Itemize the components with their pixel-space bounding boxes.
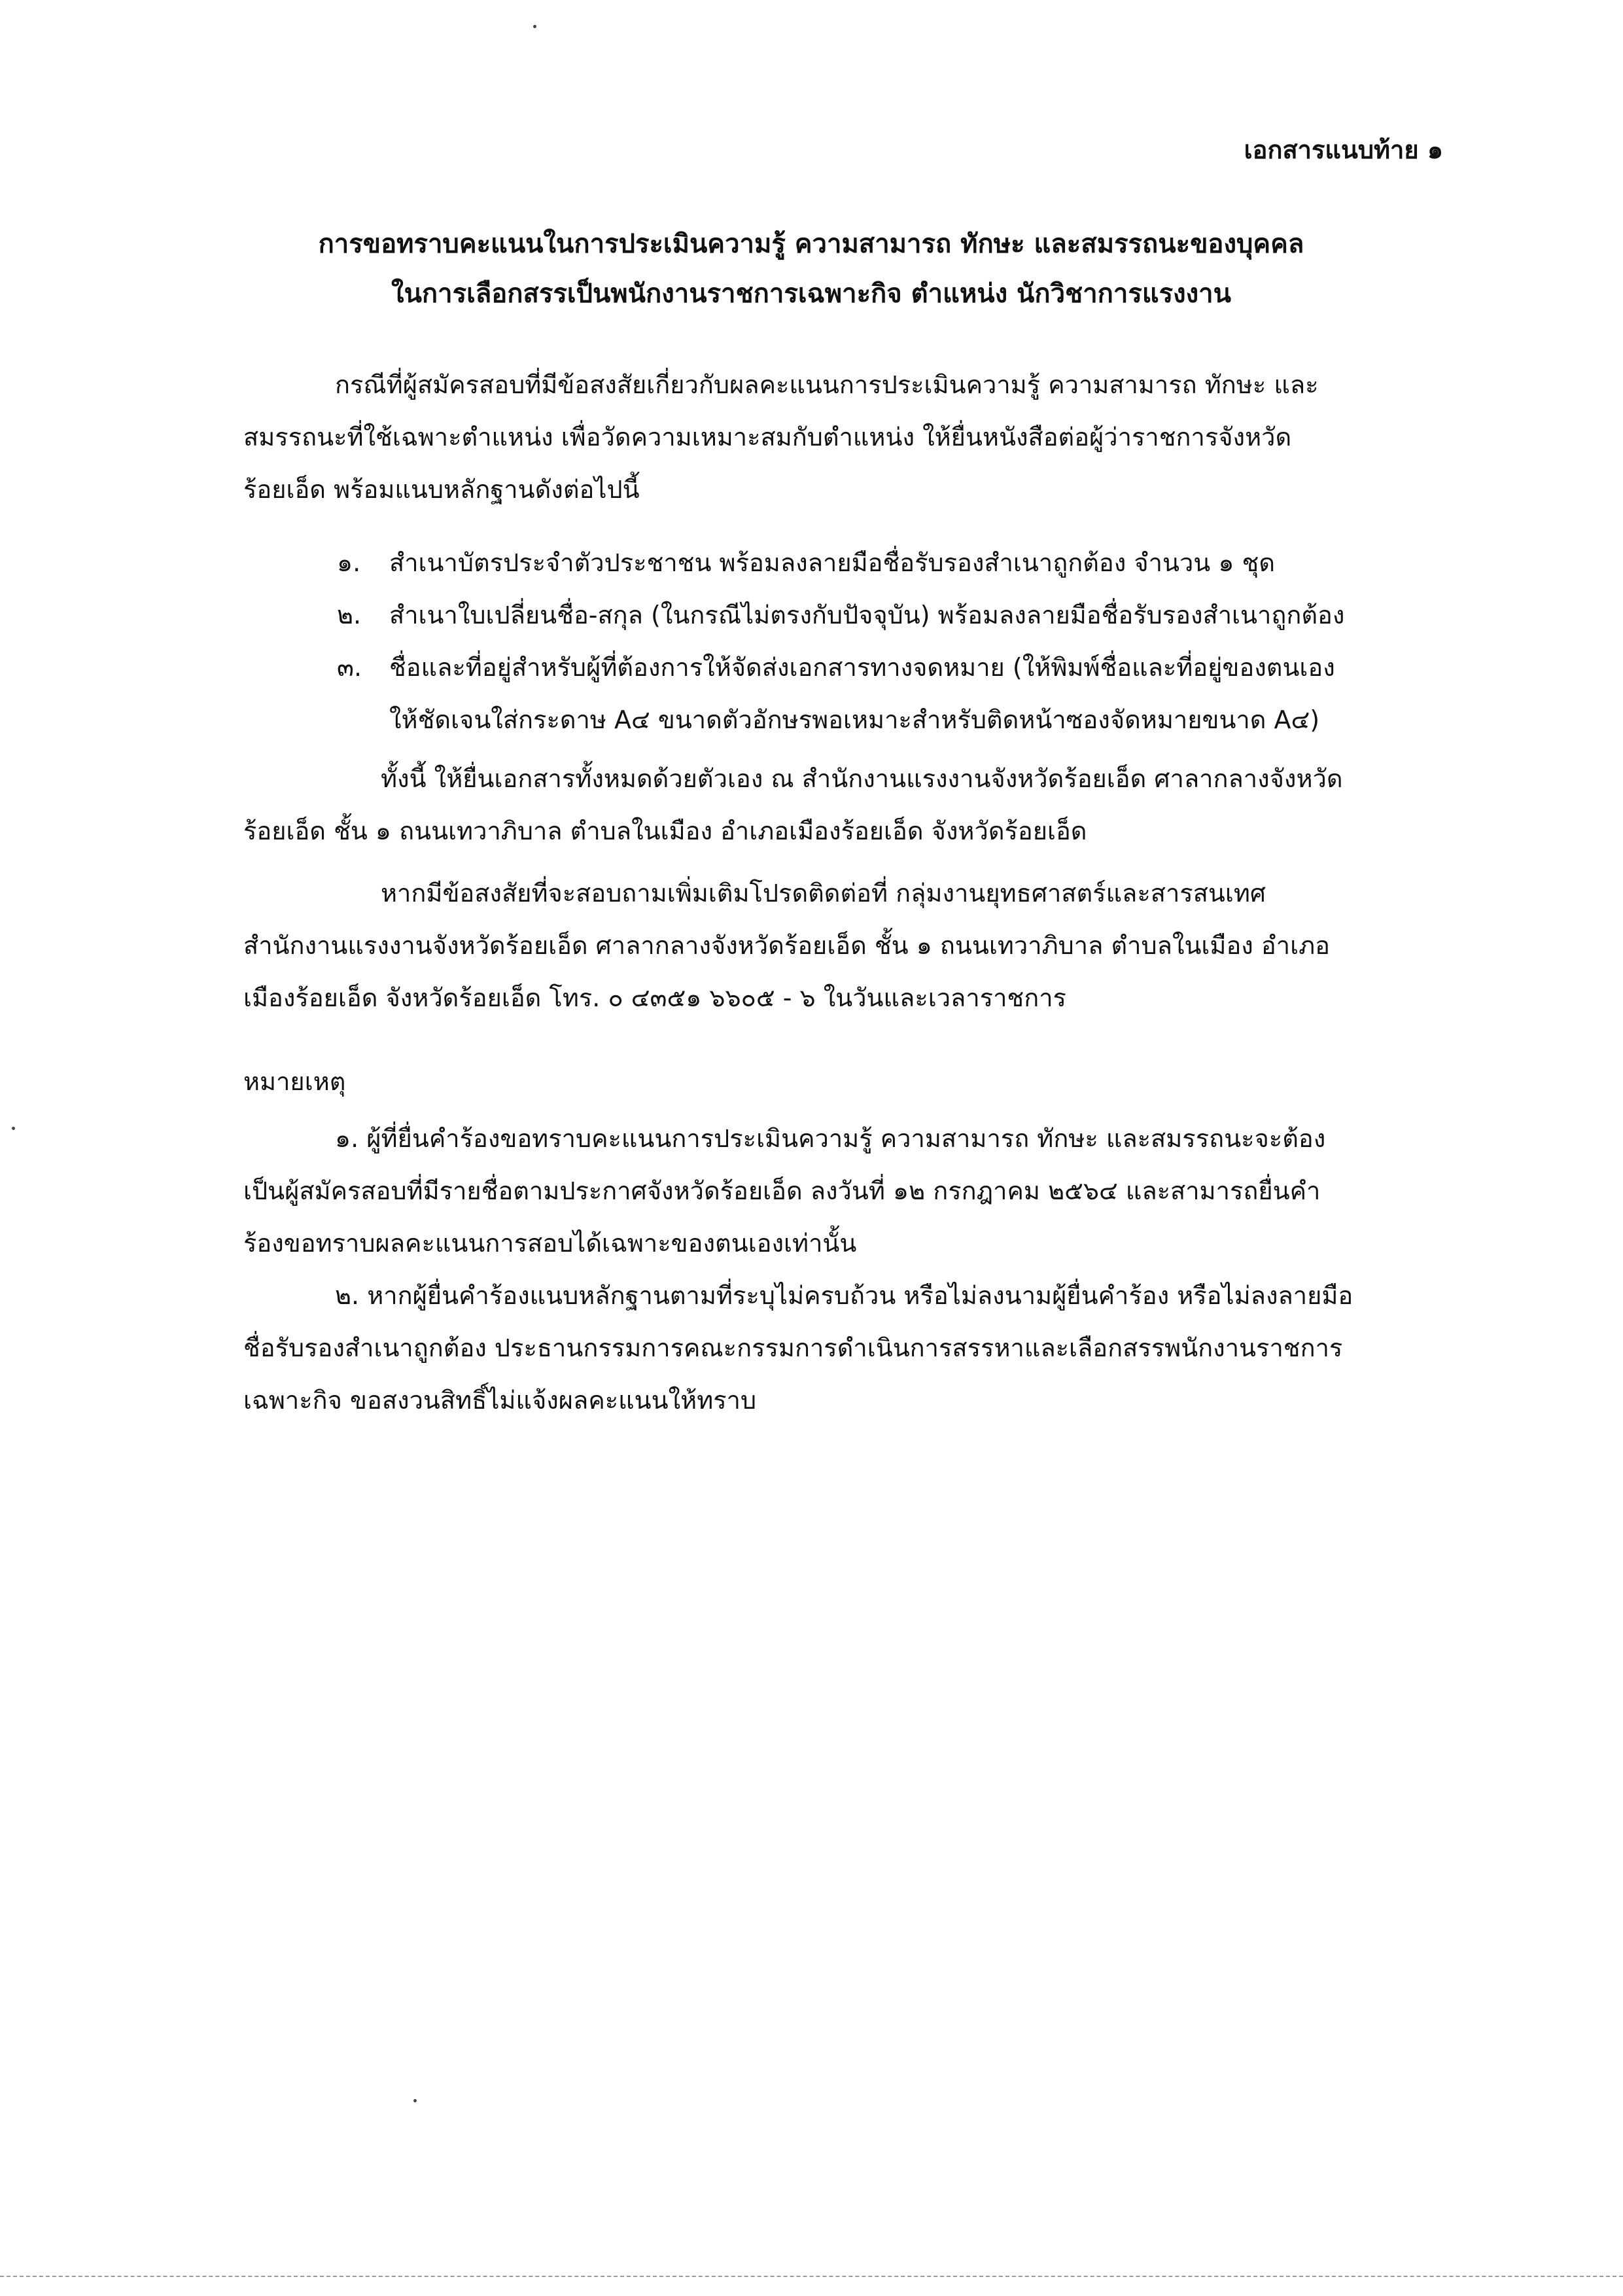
scan-speck <box>12 1127 15 1130</box>
contact-line-1: หากมีข้อสงสัยที่จะสอบถามเพิ่มเติมโปรดติดต่อที่ กลุ่มงานยุทธศาสตร์และสารสนเทศ <box>381 879 1266 908</box>
list-item-text: สำเนาบัตรประจำตัวประชาชน พร้อมลงลายมือชื่อรับรองสำเนาถูกต้อง จำนวน ๑ ชุด <box>389 548 1276 577</box>
note-2 <box>243 1269 1447 1426</box>
bottom-scan-edge <box>0 2276 1623 2277</box>
list-item-number: ๒. <box>337 601 362 629</box>
note-2-line-1: ๒. หากผู้ยื่นคำร้องแนบหลักฐานตามที่ระบุไม่ครบถ้วน หรือไม่ลงนามผู้ยื่นคำร้อง หรือไม่ลงลายมือ <box>335 1281 1353 1310</box>
contact-line-3: เมืองร้อยเอ็ด จังหวัดร้อยเอ็ด โทร. ๐ ๔๓๕๑ ๖๖๐๕ - ๖ ในวันและเวลาราชการ <box>243 983 1066 1012</box>
title-line-1: การขอทราบคะแนนในการประเมินความรู้ ความสามารถ ทักษะ และสมรรถนะของบุคคล <box>318 229 1304 259</box>
note-1-line-2: เป็นผู้สมัครสอบที่มีรายชื่อตามประกาศจังหวัดร้อยเอ็ด ลงวันที่ ๑๒ กรกฎาคม ๒๕๖๔ และสามารถยื่นคำ <box>243 1176 1321 1205</box>
submission-paragraph <box>243 752 1447 857</box>
list-item-text: ให้ชัดเจนใส่กระดาษ A๔ ขนาดตัวอักษรพอเหมาะสำหรับติดหน้าซองจัดหมายขนาด A๔) <box>389 705 1320 734</box>
intro-line-3: ร้อยเอ็ด พร้อมแนบหลักฐานดังต่อไปนี้ <box>243 475 640 504</box>
requirements-list <box>337 537 1449 746</box>
scan-speck <box>533 25 536 28</box>
list-item <box>337 537 1449 589</box>
note-1-line-1: ๑. ผู้ที่ยื่นคำร้องขอทราบคะแนนการประเมินความรู้ ความสามารถ ทักษะ และสมรรถนะจะต้อง <box>335 1124 1326 1153</box>
note-2-line-2: ชื่อรับรองสำเนาถูกต้อง ประธานกรรมการคณะกรรมการดำเนินการสรรหาและเลือกสรรพนักงานราชการ <box>243 1333 1343 1362</box>
title-line-2: ในการเลือกสรรเป็นพนักงานราชการเฉพาะกิจ ตำแหน่ง นักวิชาการแรงงาน <box>391 279 1231 309</box>
intro-line-2: สมรรถนะที่ใช้เฉพาะตำแหน่ง เพื่อวัดความเหมาะสมกับตำแหน่ง ให้ยื่นหนังสือต่อผู้ว่าราชการจังหวัด <box>243 423 1292 451</box>
contact-paragraph <box>243 867 1447 1024</box>
note-1 <box>243 1112 1447 1269</box>
list-item <box>337 589 1449 641</box>
scan-speck <box>413 2099 417 2102</box>
notes-heading: หมายเหตุ <box>243 1067 346 1096</box>
intro-line-1: กรณีที่ผู้สมัครสอบที่มีข้อสงสัยเกี่ยวกับผลคะแนนการประเมินความรู้ ความสามารถ ทักษะ และ <box>335 370 1319 399</box>
intro-paragraph <box>243 359 1447 516</box>
list-item-number: ๓. <box>337 653 362 682</box>
submission-line-1: ทั้งนี้ ให้ยื่นเอกสารทั้งหมดด้วยตัวเอง ณ สำนักงานแรงงานจังหวัดร้อยเอ็ด ศาลากลางจังหวัด <box>381 764 1343 793</box>
contact-line-2: สำนักงานแรงงานจังหวัดร้อยเอ็ด ศาลากลางจังหวัดร้อยเอ็ด ชั้น ๑ ถนนเทวาภิบาล ตำบลในเมือง อำเภอ <box>243 931 1330 960</box>
submission-line-2: ร้อยเอ็ด ชั้น ๑ ถนนเทวาภิบาล ตำบลในเมือง อำเภอเมืองร้อยเอ็ด จังหวัดร้อยเอ็ด <box>243 817 1087 845</box>
note-1-line-3: ร้องขอทราบผลคะแนนการสอบได้เฉพาะของตนเองเท่านั้น <box>243 1229 857 1258</box>
note-2-line-3: เฉพาะกิจ ขอสงวนสิทธิ์ไม่แจ้งผลคะแนนให้ทราบ <box>243 1386 757 1415</box>
list-item-text: สำเนาใบเปลี่ยนชื่อ-สกุล (ในกรณีไม่ตรงกับปัจจุบัน) พร้อมลงลายมือชื่อรับรองสำเนาถูกต้อง <box>389 601 1345 629</box>
list-item-number: ๑. <box>337 548 361 577</box>
list-item <box>337 641 1449 746</box>
attachment-label: เอกสารแนบท้าย ๑ <box>1244 135 1443 164</box>
document-title <box>249 219 1374 319</box>
list-item-text: ชื่อและที่อยู่สำหรับผู้ที่ต้องการให้จัดส่งเอกสารทางจดหมาย (ให้พิมพ์ชื่อและที่อยู่ของตนเอง <box>389 653 1335 682</box>
